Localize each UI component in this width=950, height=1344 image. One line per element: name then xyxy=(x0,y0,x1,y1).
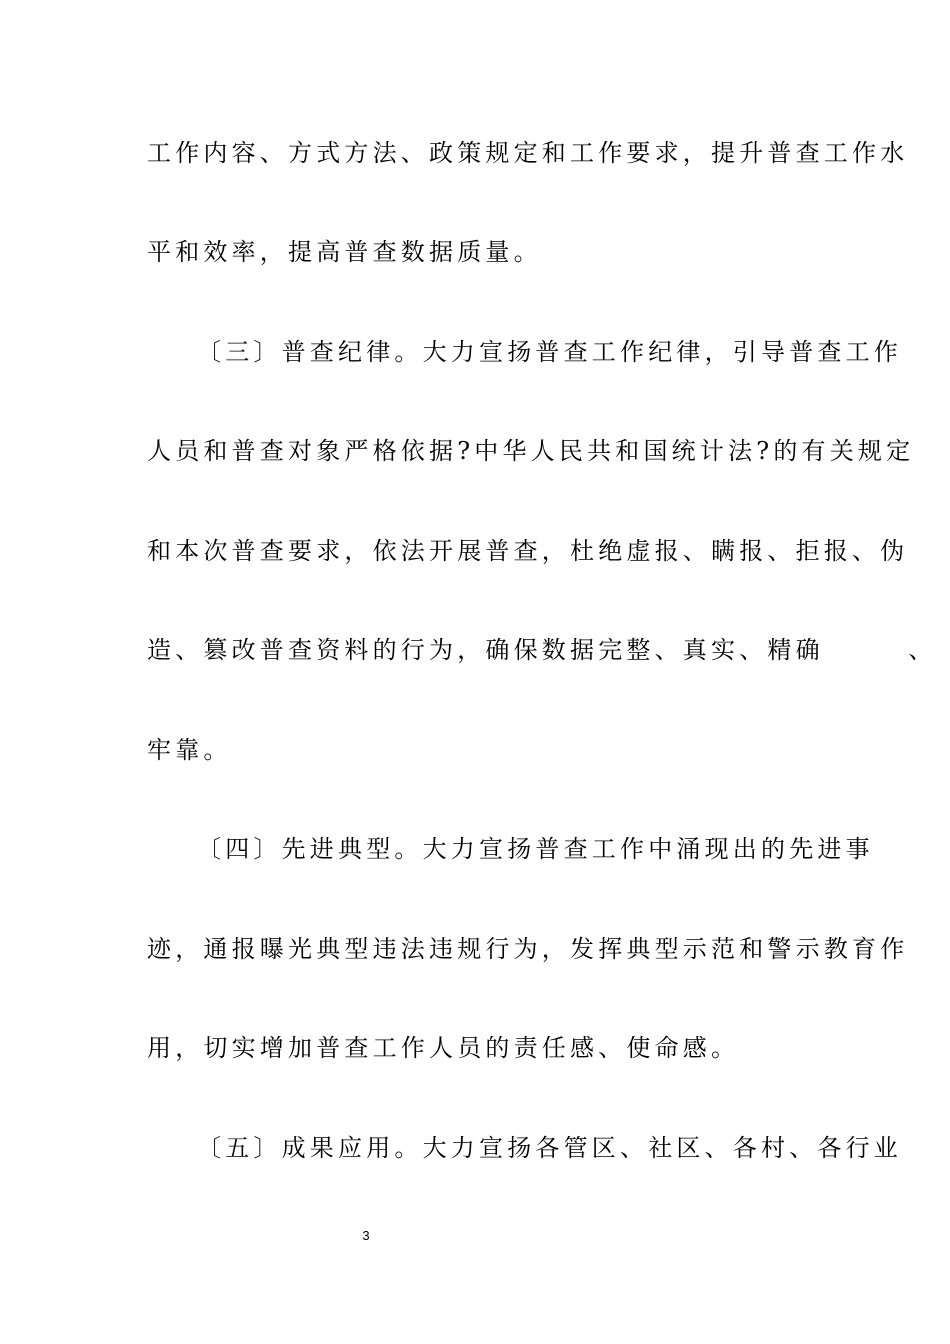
page-number: 3 xyxy=(362,1228,370,1243)
section-heading-line: 〔五〕成果应用。大力宣扬各管区、社区、各村、各行业 xyxy=(197,1134,902,1162)
body-text-line: 牢靠。 xyxy=(147,736,232,764)
section-heading-line: 〔三〕普查纪律。大力宣扬普查工作纪律，引导普查工作 xyxy=(197,338,902,366)
body-text-line: 人员和普查对象严格依据?中华人民共和国统计法?的有关规定 xyxy=(147,437,915,465)
section-heading-line: 〔四〕先进典型。大力宣扬普查工作中涌现出的先进事 xyxy=(197,835,874,863)
body-text-line: 工作内容、方式方法、政策规定和工作要求，提升普查工作水 xyxy=(147,139,909,167)
body-text-line: 造、篡改普查资料的行为，确保数据完整、真实、精确 、 xyxy=(147,636,937,664)
body-text-line: 用，切实增加普查工作人员的责任感、使命感。 xyxy=(147,1034,740,1062)
body-text-line: 和本次普查要求，依法开展普查，杜绝虚报、瞒报、拒报、伪 xyxy=(147,537,909,565)
body-text-line: 迹，通报曝光典型违法违规行为，发挥典型示范和警示教育作 xyxy=(147,935,909,963)
body-text-line: 平和效率，提高普查数据质量。 xyxy=(147,238,542,266)
